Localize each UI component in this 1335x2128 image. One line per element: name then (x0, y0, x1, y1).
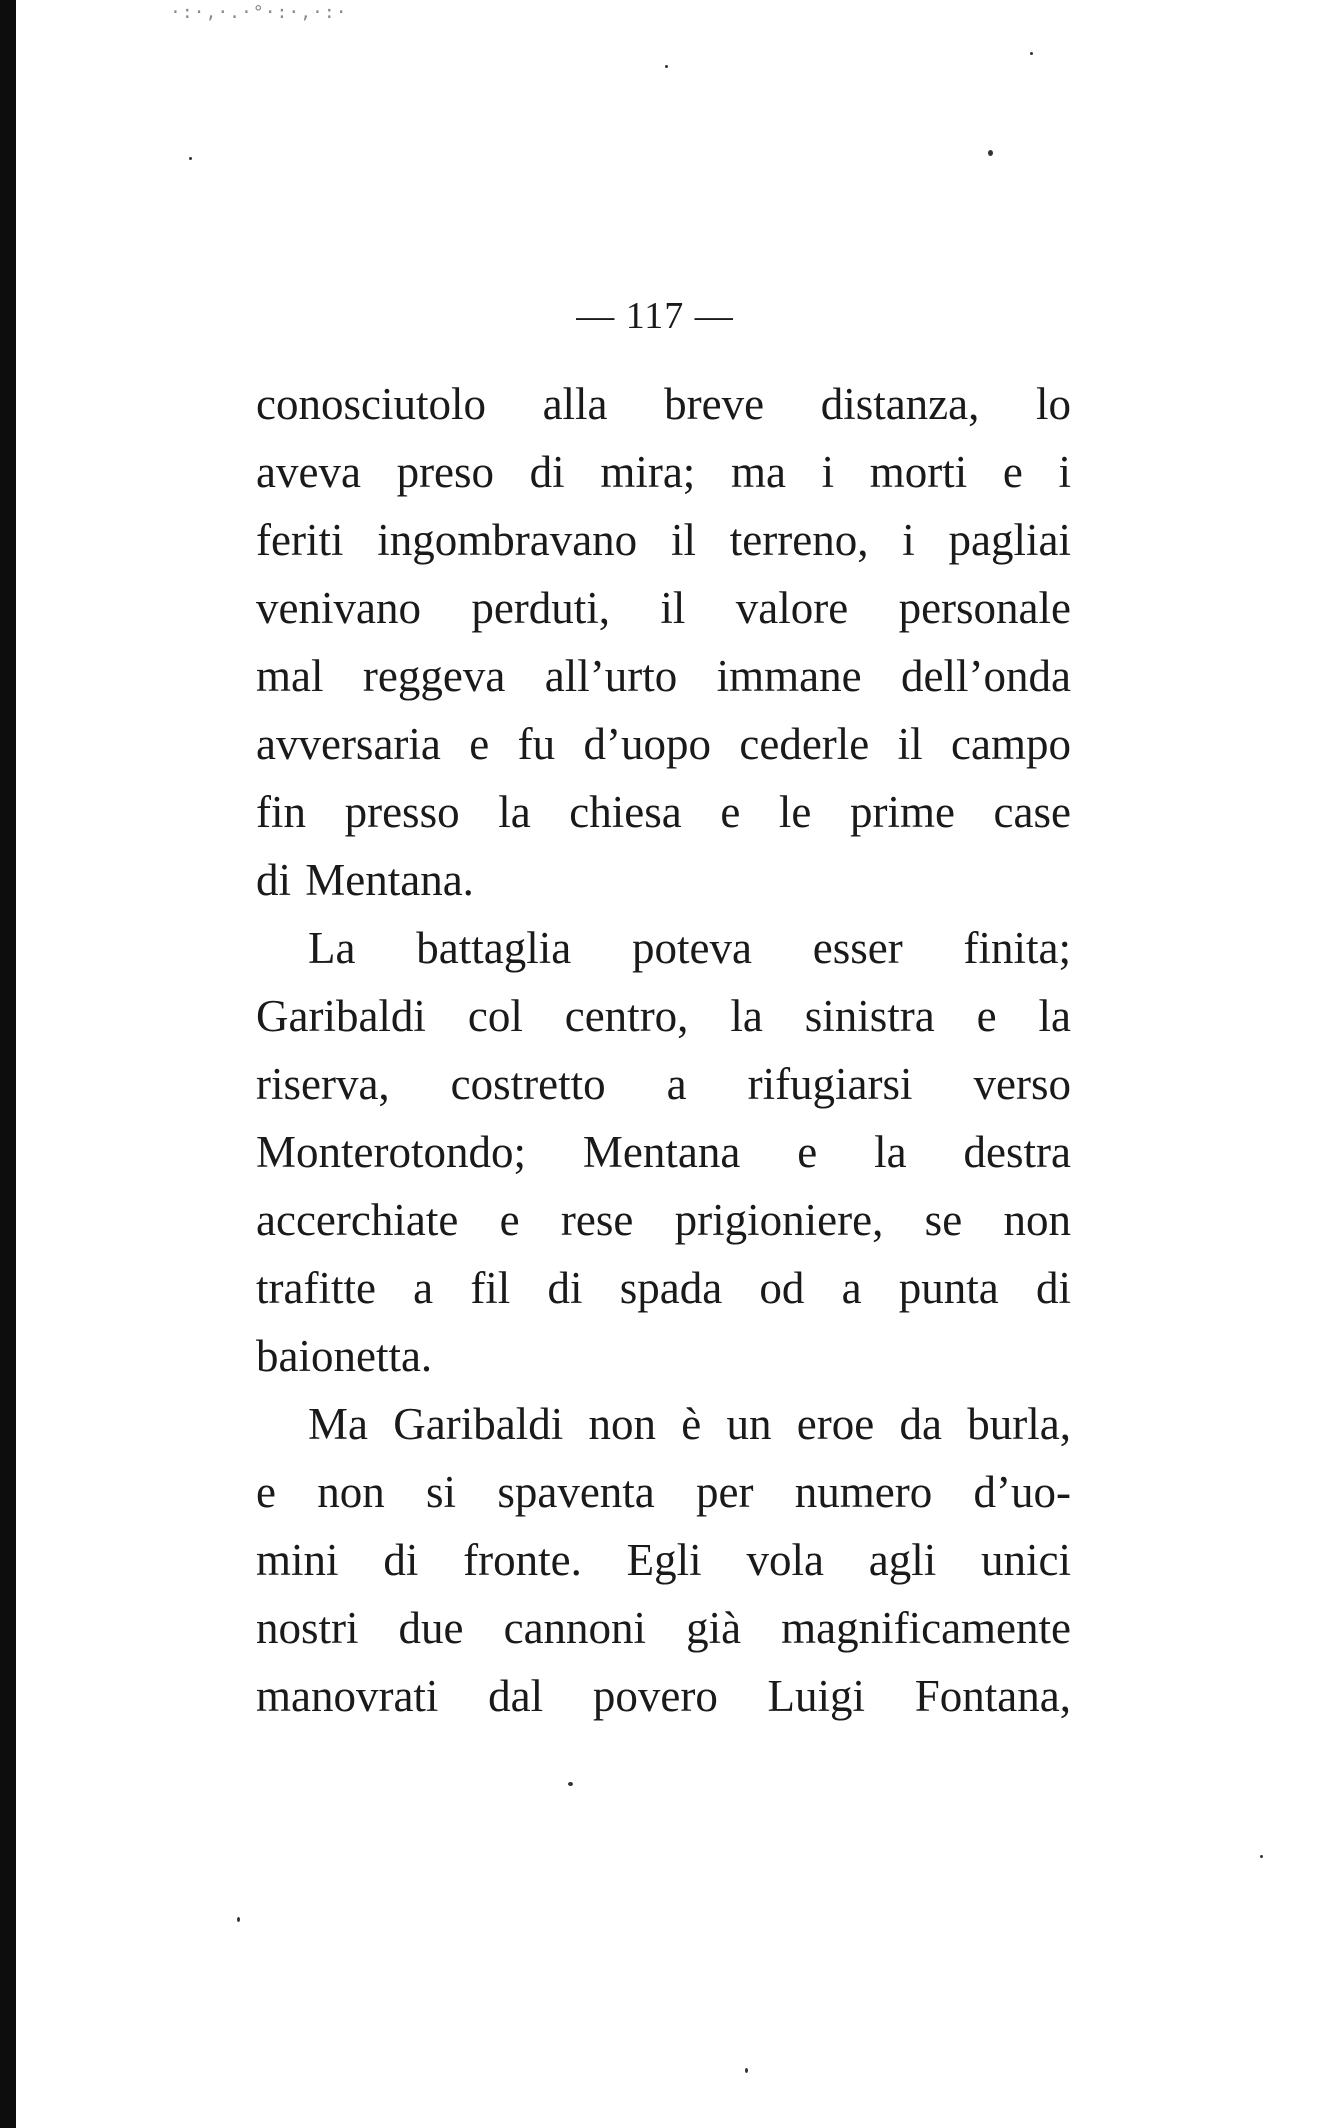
text-line: e non si spaventa per numero d’uo- (256, 1467, 1071, 1517)
text-line: nostri due cannoni già magnificamente (256, 1603, 1071, 1653)
dust-speck (189, 157, 192, 160)
dust-speck (568, 1782, 573, 1786)
body-text (256, 370, 1071, 1730)
text-line: manovrati dal povero Luigi Fontana, (256, 1671, 1071, 1721)
text-line: Monterotondo; Mentana e la destra (256, 1127, 1071, 1177)
text-line: aveva preso di mira; ma i morti e i (256, 447, 1071, 497)
text-line: accerchiate e rese prigioniere, se non (256, 1195, 1071, 1245)
text-line: La battaglia poteva esser finita; (308, 923, 1071, 973)
dust-speck (1260, 1855, 1263, 1858)
text-line: riserva, costretto a rifugiarsi verso (256, 1059, 1071, 1109)
page-number: — 117 — (576, 295, 734, 337)
text-line: conosciutolo alla breve distanza, lo (256, 379, 1071, 429)
dust-speck (988, 150, 993, 156)
dust-speck (1030, 52, 1033, 55)
text-line: baionetta. (256, 1331, 433, 1381)
dust-speck (745, 2068, 748, 2073)
text-line: trafitte a fil di spada od a punta di (256, 1263, 1071, 1313)
text-line: mal reggeva all’urto immane dell’onda (256, 651, 1071, 701)
text-line: di Mentana. (256, 855, 474, 905)
dust-speck (237, 1917, 240, 1922)
dust-speck (665, 65, 668, 68)
text-line: avversaria e fu d’uopo cederle il campo (256, 719, 1071, 769)
text-line: Ma Garibaldi non è un eroe da burla, (308, 1399, 1071, 1449)
text-line: Garibaldi col centro, la sinistra e la (256, 991, 1071, 1041)
text-line: mini di fronte. Egli vola agli unici (256, 1535, 1071, 1585)
text-line: feriti ingombravano il terreno, i pagliai (256, 515, 1071, 565)
text-line: fin presso la chiesa e le prime case (256, 787, 1071, 837)
text-line: venivano perduti, il valore personale (256, 583, 1071, 633)
scan-artifact-text: ·:·,·.·°·:·,·:· (170, 2, 348, 23)
